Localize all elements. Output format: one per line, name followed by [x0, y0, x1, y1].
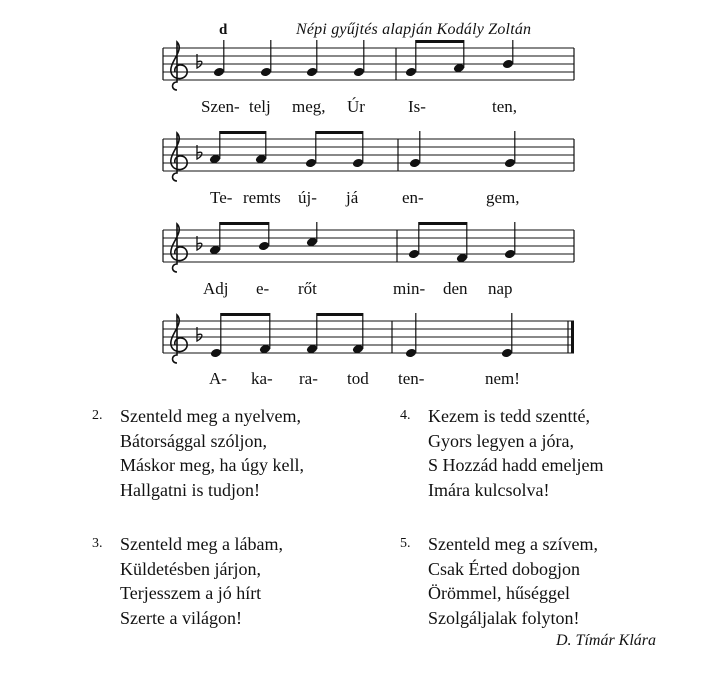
stanza-line: Bátorsággal szóljon, [120, 430, 267, 451]
beam [419, 222, 467, 225]
stanza-line: Gyors legyen a jóra, [428, 430, 574, 451]
lyricist-credit: D. Tímár Klára [556, 632, 657, 649]
lyric-syllable: tod [347, 369, 369, 388]
source-attribution: Népi gyűjtés alapján Kodály Zoltán [296, 21, 532, 38]
lyric-syllable: új- [298, 188, 317, 207]
lyric-syllable: Szen- [201, 97, 240, 116]
stanza-line: Csak Érted dobogjon [428, 558, 580, 579]
beam [220, 222, 269, 225]
lyric-syllable: en- [402, 188, 424, 207]
stanza-line: S Hozzád hadd emeljem [428, 455, 604, 475]
stanza-number: 5. [400, 536, 411, 551]
treble-clef-icon [171, 42, 187, 90]
stanza-line: Terjesszem a jó hírt [120, 583, 262, 603]
lyric-syllable: nem! [485, 369, 520, 388]
beam [221, 313, 270, 316]
stanza-number: 3. [92, 536, 103, 551]
lyric-syllable: e- [256, 279, 270, 298]
lyric-syllable: rőt [298, 279, 317, 298]
stanza-line: Örömmel, hűséggel [428, 583, 570, 603]
lyric-syllable: gem, [486, 188, 520, 207]
lyric-syllable: Úr [347, 97, 365, 116]
lyric-syllable: remts [243, 188, 281, 207]
lyric-syllable: ka- [251, 369, 273, 388]
stanza-number: 4. [400, 408, 411, 423]
stanza-line: Szolgáljalak folyton! [428, 607, 580, 628]
lyric-syllable: Is- [408, 97, 426, 116]
lyric-syllable: A- [209, 369, 227, 388]
beam [220, 131, 266, 134]
beam [317, 313, 363, 316]
beam [416, 40, 464, 43]
stanza-line: Máskor meg, ha úgy kell, [120, 455, 304, 475]
lyric-syllable: meg, [292, 97, 326, 116]
stanza-line: Szenteld meg a lábam, [120, 534, 283, 554]
beam [316, 131, 363, 134]
lyric-syllable: den [443, 279, 468, 298]
stanza-line: Szerte a világon! [120, 607, 242, 628]
stanza-line: Szenteld meg a nyelvem, [120, 406, 301, 426]
final-barline-thick [571, 321, 574, 353]
lyric-syllable: Adj [203, 279, 229, 298]
lyric-syllable: min- [393, 279, 426, 298]
lyric-syllable: telj [249, 97, 271, 116]
section-marker: d [219, 22, 228, 38]
stanza-line: Kezem is tedd szentté, [428, 406, 590, 426]
stanza-number: 2. [92, 408, 103, 423]
lyric-syllable: ten, [492, 97, 518, 116]
lyric-syllable: nap [488, 279, 513, 298]
stanza-line: Hallgatni is tudjon! [120, 479, 260, 500]
stanza-line: Szenteld meg a szívem, [428, 534, 598, 554]
lyric-syllable: ten- [398, 369, 425, 388]
stanza-line: Küldetésben járjon, [120, 558, 261, 579]
treble-clef-icon [171, 224, 187, 272]
lyric-syllable: Te- [210, 188, 233, 207]
lyric-syllable: ra- [299, 369, 318, 388]
lyric-syllable: já [346, 188, 359, 207]
treble-clef-icon [171, 315, 187, 363]
stanza-line: Imára kulcsolva! [428, 479, 550, 500]
treble-clef-icon [171, 133, 187, 181]
